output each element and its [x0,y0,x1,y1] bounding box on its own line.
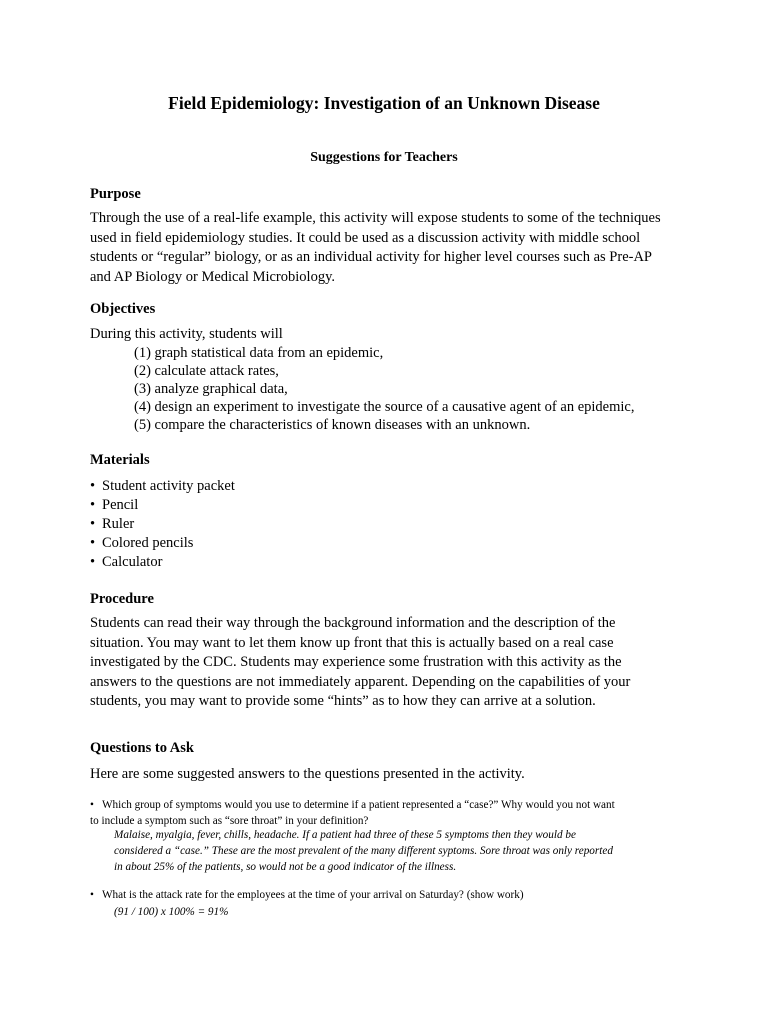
materials-list-item [90,534,193,552]
purpose-paragraph: Through the use of a real-life example, this activity will expose students to some of the techniques used in field epidemiology studies. It could be used as a discussion activity with middle school students or “regular” biology, or as an individual activity for higher level courses such as Pre-AP and AP Biology or Medical Microbiology. [90,210,661,285]
bullet-icon: • [90,535,96,551]
question-item [90,797,700,829]
objectives-heading: Objectives [90,301,156,317]
procedure-heading: Procedure [90,591,154,607]
bullet-icon: • [90,889,94,901]
bullet-icon: • [90,478,96,494]
materials-item-label: Pencil [102,497,139,513]
materials-list-item [90,477,235,495]
question-text: What is the attack rate for the employees at the time of your arrival on Saturday? (show work) [102,889,524,901]
question-item [90,887,700,903]
materials-item-label: Student activity packet [102,478,235,494]
materials-list-item [90,553,162,571]
answer-text: Malaise, myalgia, fever, chills, headache. If a patient had three of these 5 symptoms then they would be considered a “case.” These are the most prevalent of the many different syptoms. Sore throat was only reported in about 25% of the patients, so would not be a good indicator of the illness. [114,829,613,873]
objective-item: (3) analyze graphical data, [134,381,288,397]
purpose-heading: Purpose [90,186,141,202]
objectives-intro: During this activity, students will [90,326,283,342]
bullet-icon: • [90,497,96,513]
procedure-paragraph: Students can read their way through the background information and the description of the situation. You may want to let them know up front that this is actually based on a real case investigated by the CDC. Students may experience some frustration with this activity as the answers to the questions are not immediately apparent. Depending on the capabilities of your students, you may want to provide some “hints” as to how they can arrive at a solution. [90,615,631,709]
bullet-icon: • [90,516,96,532]
objective-item: (2) calculate attack rates, [134,363,279,379]
materials-heading: Materials [90,452,150,468]
materials-item-label: Colored pencils [102,535,194,551]
objective-item: (5) compare the characteristics of known diseases with an unknown. [134,417,531,433]
document-title: Field Epidemiology: Investigation of an Unknown Disease [168,93,600,113]
answer-text: (91 / 100) x 100% = 91% [114,906,229,918]
materials-item-label: Calculator [102,554,163,570]
document-subtitle: Suggestions for Teachers [310,150,458,165]
questions-heading: Questions to Ask [90,740,194,756]
question-text: Which group of symptoms would you use to determine if a patient represented a “case?” Why would you not want to include a symptom such as “sore throat” in your definition? [90,799,615,827]
bullet-icon: • [90,554,96,570]
bullet-icon: • [90,799,94,811]
objective-item: (4) design an experiment to investigate the source of a causative agent of an epidemic, [134,399,635,415]
objective-item: (1) graph statistical data from an epidemic, [134,345,384,361]
materials-list-item [90,496,138,514]
questions-intro: Here are some suggested answers to the questions presented in the activity. [90,766,525,782]
materials-item-label: Ruler [102,516,135,532]
materials-list-item [90,515,134,533]
